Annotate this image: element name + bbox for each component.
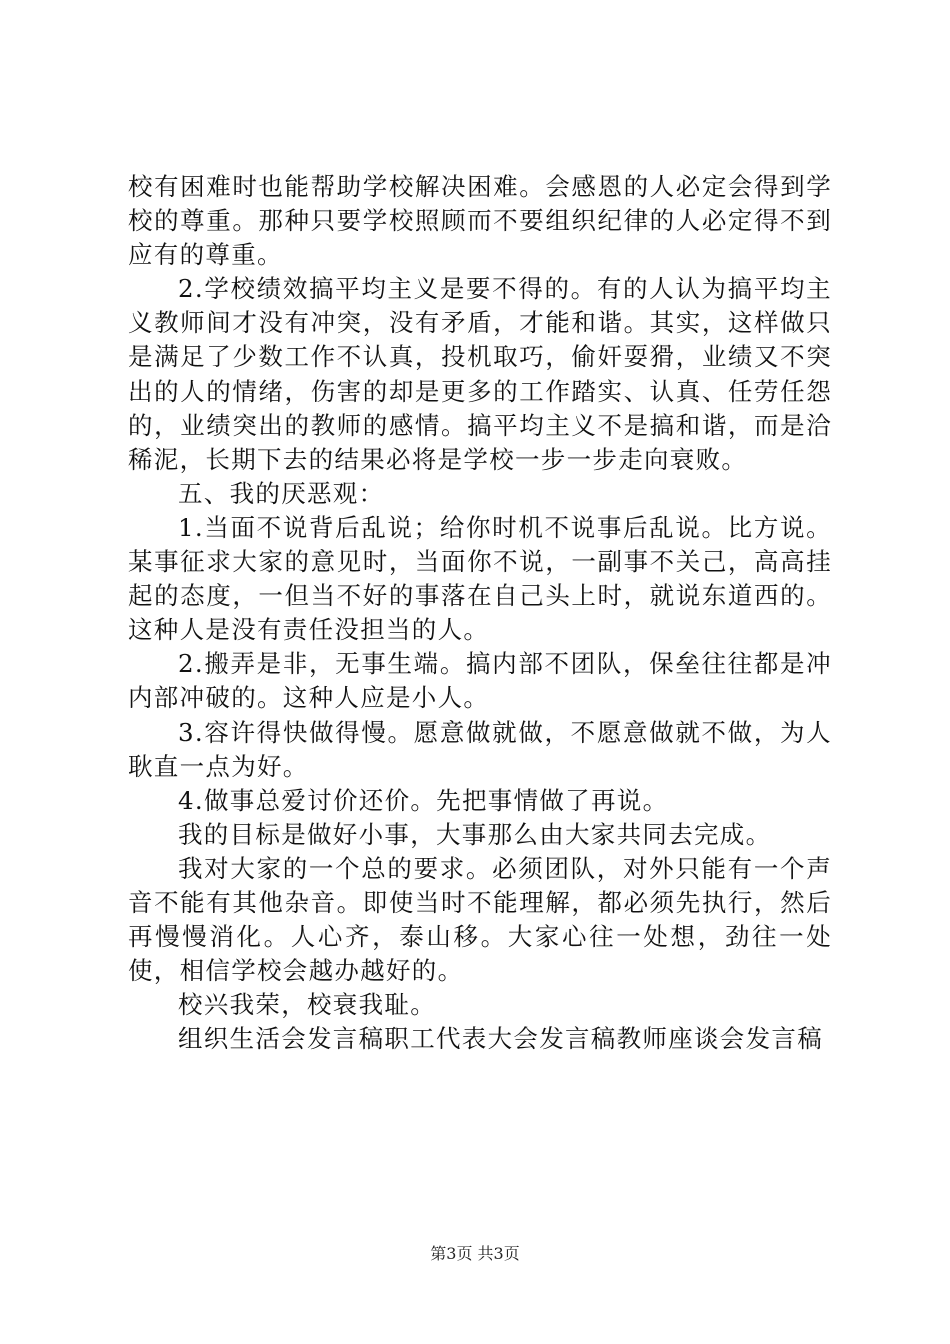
paragraph-related-titles: 组织生活会发言稿职工代表大会发言稿教师座谈会发言稿	[178, 1024, 823, 1054]
paragraph-aversion-3: 3.容许得快做得慢。愿意做就做，不愿意做就不做，为人耿直一点为好。	[128, 717, 832, 781]
paragraph-requirement: 我对大家的一个总的要求。必须团队，对外只能有一个声音不能有其他杂音。即使当时不能理解，都必须先执行，然后再慢慢消化。人心齐，泰山移。大家心往一处想，劲往一处使，相信学校会越办越好的。	[128, 853, 832, 986]
paragraph-motto: 校兴我荣，校衰我耻。	[178, 990, 436, 1020]
paragraph-aversion-4: 4.做事总爱讨价还价。先把事情做了再说。	[178, 785, 669, 815]
paragraph-aversion-2: 2.搬弄是非，无事生端。搞内部不团队，保垒往往都是冲内部冲破的。这种人应是小人。	[128, 649, 832, 713]
paragraph-aversion-1: 1.当面不说背后乱说；给你时机不说事后乱说。比方说。某事征求大家的意见时，当面你不说，一副事不关己，高高挂起的态度，一但当不好的事落在自己头上时，就说东道西的。这种人是没有责任没担当的人。	[128, 512, 832, 645]
document-body	[128, 170, 832, 1056]
paragraph-continuation: 校有困难时也能帮助学校解决困难。会感恩的人必定会得到学校的尊重。那种只要学校照顾而不要组织纪律的人必定得不到应有的尊重。	[128, 172, 832, 270]
paragraph-goal: 我的目标是做好小事，大事那么由大家共同去完成。	[178, 819, 772, 849]
page-footer: 第3页 共3页	[430, 1244, 520, 1263]
paragraph-point-2-equalitarianism: 2.学校绩效搞平均主义是要不得的。有的人认为搞平均主义教师间才没有冲突，没有矛盾，才能和谐。其实，这样做只是满足了少数工作不认真，投机取巧，偷奸耍猾，业绩又不突出的人的情绪，伤害的却是更多的工作踏实、认真、任劳任怨的，业绩突出的教师的感情。搞平均主义不是搞和谐，而是洽稀泥，长期下去的结果必将是学校一步一步走向衰败。	[128, 274, 832, 474]
section-heading-aversions: 五、我的厌恶观：	[178, 478, 385, 508]
